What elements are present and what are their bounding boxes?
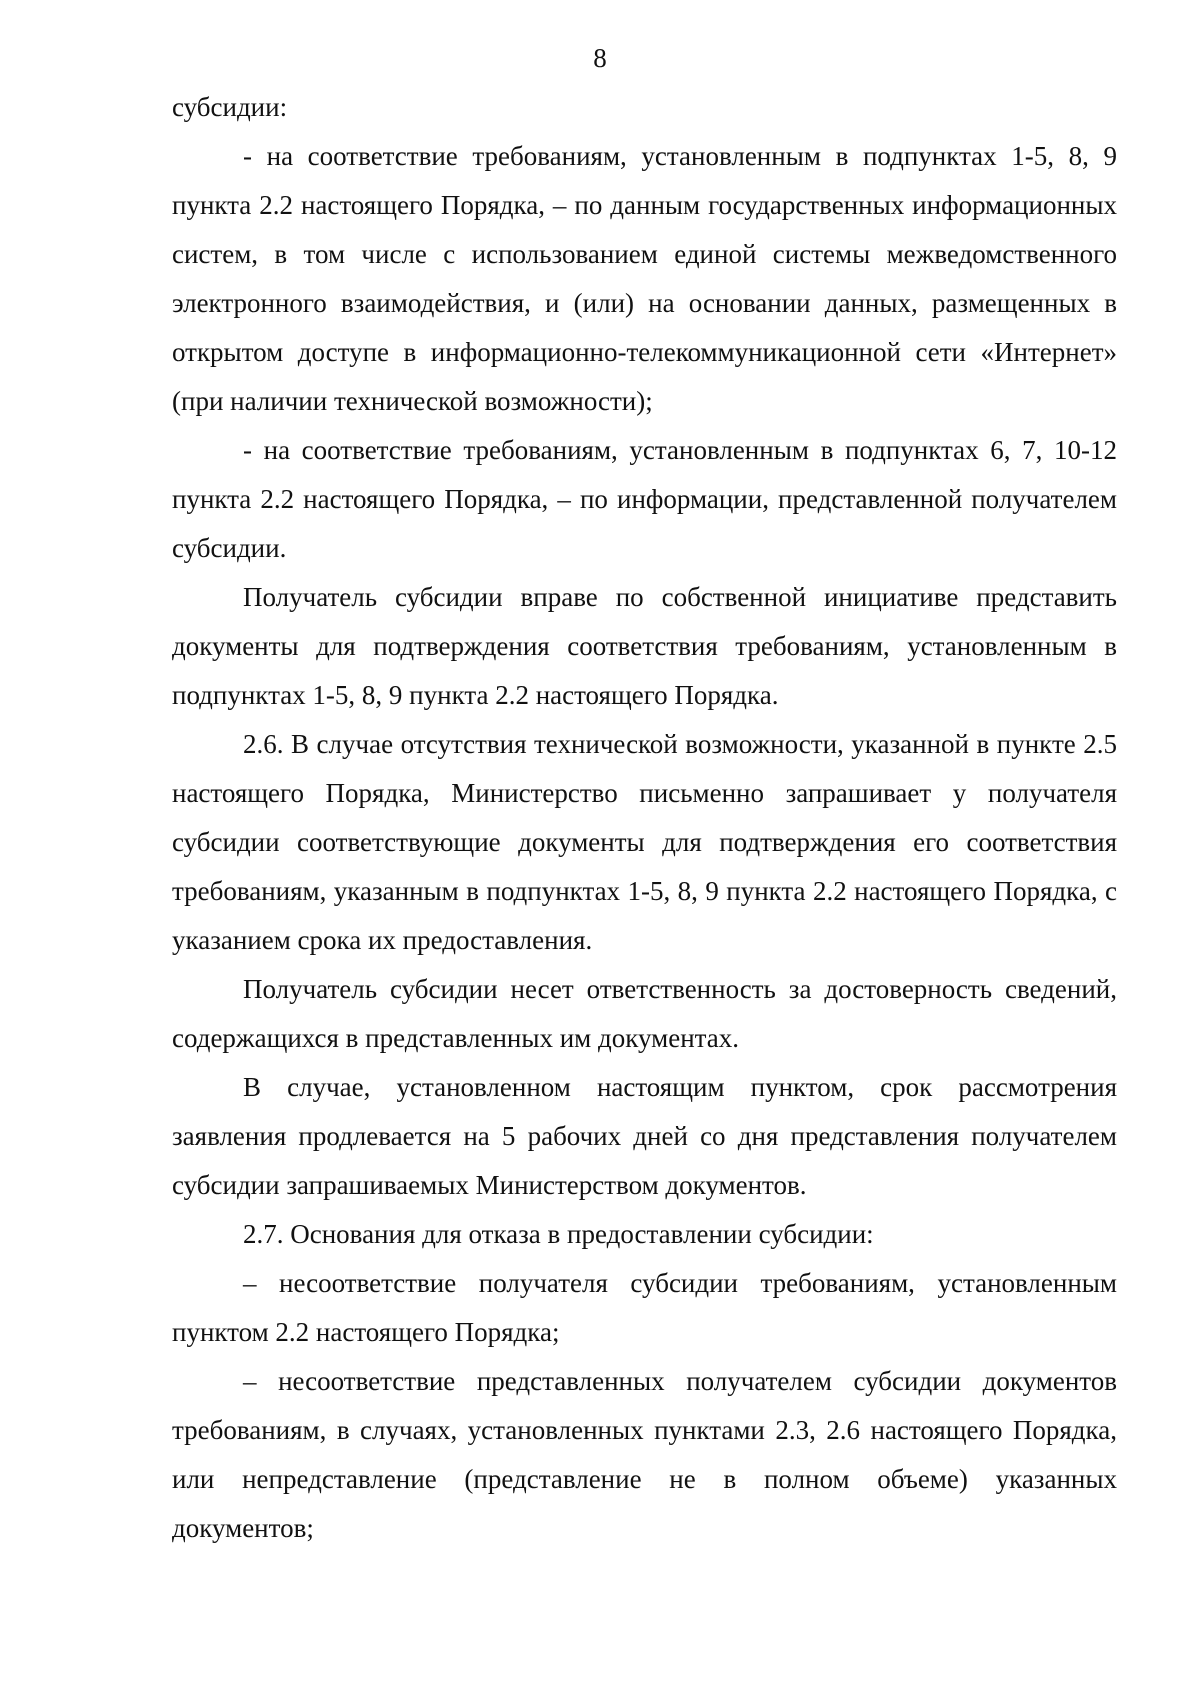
paragraph-clause-2-7: 2.7. Основания для отказа в предоставлении субсидии: (243, 1219, 874, 1249)
paragraph: Получатель субсидии несет ответственность за достоверность сведений, содержащихся в представленных им документах. (172, 974, 1117, 1053)
page-number: 8 (593, 43, 607, 73)
paragraph: Получатель субсидии вправе по собственной инициативе представить документы для подтверждения соответствия требованиям, установленным в подпунктах 1-5, 8, 9 пункта 2.2 настоящего Порядка. (172, 582, 1117, 710)
paragraph-list-item: – несоответствие представленных получателем субсидии документов требованиям, в случаях, установленных пунктами 2.3, 2.6 настоящего Порядка, или непредставление (представление не в полном объеме) указанных документов; (172, 1366, 1117, 1543)
paragraph-list-item: - на соответствие требованиям, установленным в подпунктах 6, 7, 10-12 пункта 2.2 настоящего Порядка, – по информации, представленной получателем субсидии. (172, 435, 1117, 563)
paragraph: В случае, установленном настоящим пунктом, срок рассмотрения заявления продлевается на 5 рабочих дней со дня представления получателем субсидии запрашиваемых Министерством документов. (172, 1072, 1117, 1200)
paragraph-continuation: субсидии: (172, 92, 288, 122)
paragraph-clause-2-6: 2.6. В случае отсутствия технической возможности, указанной в пункте 2.5 настоящего Порядка, Министерство письменно запрашивает у получателя субсидии соответствующие документы для подтверждения его соответствия требованиям, указанным в подпунктах 1-5, 8, 9 пункта 2.2 настоящего Порядка, с указанием срока их предоставления. (172, 729, 1117, 955)
paragraph-list-item: - на соответствие требованиям, установленным в подпунктах 1-5, 8, 9 пункта 2.2 настоящего Порядка, – по данным государственных информационных систем, в том числе с использованием единой системы межведомственного электронного взаимодействия, и (или) на основании данных, размещенных в открытом доступе в информационно-телекоммуникационной сети «Интернет» (при наличии технической возможности); (172, 141, 1117, 416)
paragraph-list-item: – несоответствие получателя субсидии требованиям, установленным пунктом 2.2 настоящего Порядка; (172, 1268, 1117, 1347)
document-body (172, 83, 1117, 1553)
